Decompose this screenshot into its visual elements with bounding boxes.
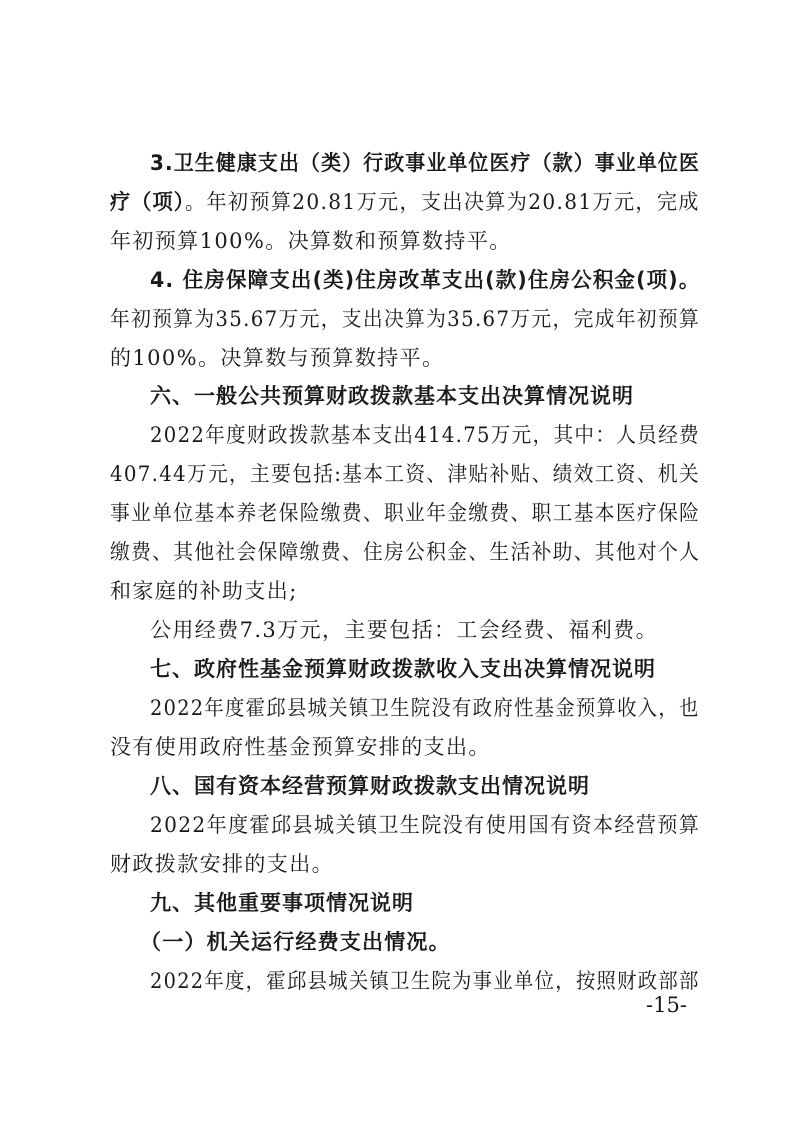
item4-line1: 4. 住房保障支出(类)住房改革支出(款)住房公积金(项)。 [150, 268, 701, 292]
item3-line3: 年初预算100%。决算数和预算数持平。 [110, 229, 512, 253]
item3-line2 [110, 187, 700, 217]
section9-heading: 九、其他重要事项情况说明 [150, 891, 414, 915]
section9-subheading: （一）机关运行经费支出情况。 [140, 930, 451, 954]
section6-heading: 六、一般公共预算财政拨款基本支出决算情况说明 [150, 384, 634, 408]
item4-line3: 的100%。决算数与预算数持平。 [110, 346, 445, 370]
section8-line2: 财政拨款安排的支出。 [110, 852, 334, 876]
section6-p1-line5: 和家庭的补助支出; [110, 579, 298, 603]
item3-line2-bold: 疗（项） [110, 190, 186, 214]
section6-p1-line4: 缴费、其他社会保障缴费、住房公积金、生活补助、其他对个人 [110, 540, 701, 564]
section6-p1-line2: 407.44万元，主要包括:基本工资、津贴补贴、绩效工资、机关 [110, 462, 700, 486]
item3-line1: 3.卫生健康支出（类）行政事业单位医疗（款）事业单位医 [150, 151, 701, 175]
section9-line1: 2022年度，霍邱县城关镇卫生院为事业单位，按照财政部部 [150, 969, 700, 993]
section7-heading: 七、政府性基金预算财政拨款收入支出决算情况说明 [150, 657, 656, 681]
section7-line1: 2022年度霍邱县城关镇卫生院没有政府性基金预算收入，也 [150, 696, 700, 720]
item4-line2: 年初预算为35.67万元，支出决算为35.67万元，完成年初预算 [110, 307, 701, 331]
section6-p2-line1: 公用经费7.3万元，主要包括：工会经费、福利费。 [150, 618, 658, 642]
page-number: -15- [646, 993, 687, 1017]
item3-line2-rest: 。年初预算20.81万元，支出决算为20.81万元，完成 [185, 190, 700, 214]
section7-line2: 没有使用政府性基金预算安排的支出。 [110, 735, 491, 759]
section6-p1-line1: 2022年度财政拨款基本支出414.75万元，其中：人员经费 [150, 423, 700, 447]
section6-p1-line3: 事业单位基本养老保险缴费、职业年金缴费、职工基本医疗保险 [110, 501, 701, 525]
section8-line1: 2022年度霍邱县城关镇卫生院没有使用国有资本经营预算 [150, 813, 701, 837]
section8-heading: 八、国有资本经营预算财政拨款支出情况说明 [150, 774, 590, 798]
